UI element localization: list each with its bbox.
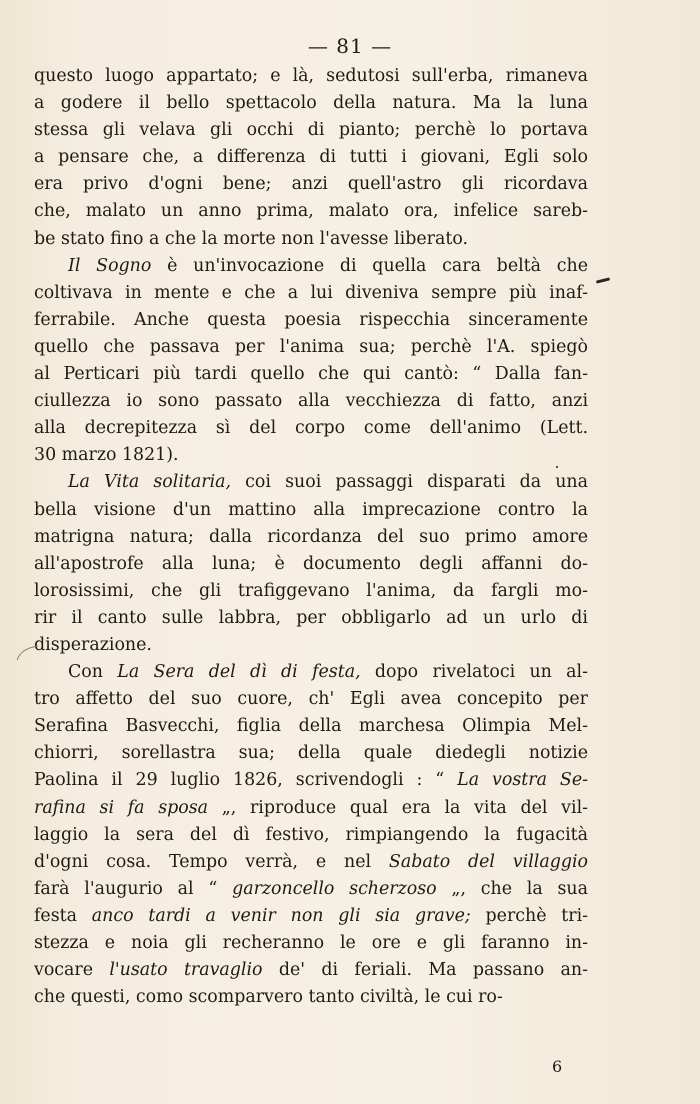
text-line bbox=[34, 144, 588, 171]
margin-pencil-mark bbox=[596, 277, 610, 283]
text-span: de' di feriali. Ma passano an- bbox=[262, 960, 588, 981]
text-line bbox=[34, 984, 588, 1011]
text-span: ciullezza io sono passato alla vecchiezza di fatto, anzi bbox=[34, 391, 588, 412]
text-span: disperazione. bbox=[34, 634, 152, 655]
italic-span: La Sera del dì di festa, bbox=[117, 662, 361, 683]
italic-span: rafina si fa sposa bbox=[34, 797, 209, 818]
italic-span: Il Sogno bbox=[68, 255, 152, 276]
text-span: perchè tri- bbox=[470, 905, 588, 926]
italic-span: l'usato travaglio bbox=[109, 960, 263, 981]
text-span: coltivava in mente e che a lui diveniva sempre più inaf- bbox=[34, 282, 588, 303]
text-span: Serafina Basvecchi, figlia della marchesa Olimpia Mel- bbox=[34, 716, 588, 737]
text-span: lorosissimi, che gli trafiggevano l'anima, da fargli mo- bbox=[34, 580, 588, 601]
text-line bbox=[34, 307, 588, 334]
page-footer-number: 6 bbox=[552, 1057, 563, 1076]
text-span: festa bbox=[34, 905, 92, 926]
text-span: stezza e noia gli recheranno le ore e gli faranno in- bbox=[34, 933, 588, 953]
text-line bbox=[34, 280, 588, 307]
text-span: laggio la sera del dì festivo, rimpiangendo la fugacità bbox=[34, 824, 588, 845]
body-text bbox=[34, 63, 588, 1011]
text-line bbox=[34, 795, 588, 822]
text-span: ferrabile. Anche questa poesia rispecchia sinceramente bbox=[34, 309, 588, 330]
text-span: al Perticari più tardi quello che qui cantò: “ Dalla fan- bbox=[34, 364, 588, 385]
text-line bbox=[34, 171, 588, 198]
text-span: questo luogo appartato; e là, sedutosi sull'erba, rimaneva bbox=[34, 66, 588, 86]
text-span: è un'invocazione di quella cara beltà che bbox=[151, 255, 588, 276]
text-line bbox=[34, 578, 588, 605]
text-line bbox=[34, 713, 588, 740]
text-line bbox=[34, 117, 588, 144]
text-span: 30 marzo 1821). bbox=[34, 445, 179, 466]
text-line bbox=[34, 740, 588, 767]
text-line bbox=[34, 659, 588, 686]
text-span: „, riproduce qual era la vita del vil- bbox=[208, 797, 588, 818]
text-line bbox=[34, 524, 588, 551]
margin-dot bbox=[556, 466, 558, 468]
text-span: quello che passava per l'anima sua; perchè l'A. spiegò bbox=[34, 336, 588, 357]
text-line bbox=[34, 686, 588, 713]
text-line bbox=[34, 903, 588, 930]
text-line bbox=[34, 957, 588, 984]
text-span: „, che la sua bbox=[436, 878, 588, 899]
text-line bbox=[34, 876, 588, 903]
text-span: che, malato un anno prima, malato ora, infelice sareb- bbox=[34, 201, 588, 222]
text-span: dopo rivelatoci un al- bbox=[360, 662, 588, 683]
text-line bbox=[34, 388, 588, 415]
text-line bbox=[34, 442, 588, 469]
italic-span: La Vita solitaria, bbox=[68, 472, 232, 493]
text-span: matrigna natura; dalla ricordanza del suo primo amore bbox=[34, 526, 588, 547]
text-line bbox=[34, 63, 588, 90]
text-line bbox=[34, 90, 588, 117]
page-header: — 81 — bbox=[307, 34, 393, 58]
italic-span: Sabato del villaggio bbox=[388, 851, 588, 872]
text-line bbox=[34, 822, 588, 849]
text-line bbox=[34, 551, 588, 578]
text-span: chiorri, sorellastra sua; della quale diedegli notizie bbox=[34, 743, 588, 764]
text-line bbox=[34, 497, 588, 524]
text-line bbox=[34, 361, 588, 388]
text-span: Con bbox=[68, 662, 118, 683]
italic-span: garzoncello scherzoso bbox=[232, 878, 437, 899]
text-span: a godere il bello spettacolo della natura. Ma la luna bbox=[34, 93, 588, 114]
text-line bbox=[34, 767, 588, 794]
text-span: che questi, como scomparvero tanto civiltà, le cui ro- bbox=[34, 987, 503, 1008]
italic-span: anco tardi a venir non gli sia grave; bbox=[91, 905, 471, 926]
text-line bbox=[34, 415, 588, 442]
text-span: era privo d'ogni bene; anzi quell'astro gli ricordava bbox=[34, 174, 588, 195]
margin-scribble bbox=[14, 642, 40, 662]
text-line bbox=[34, 253, 588, 280]
text-line bbox=[34, 930, 588, 957]
text-span: bella visione d'un mattino alla imprecazione contro la bbox=[34, 499, 588, 520]
text-span: d'ogni cosa. Tempo verrà, e nel bbox=[34, 851, 389, 872]
text-span: vocare bbox=[34, 960, 110, 981]
text-span: a pensare che, a differenza di tutti i giovani, Egli solo bbox=[34, 147, 588, 168]
text-line bbox=[34, 849, 588, 876]
text-span: all'apostrofe alla luna; è documento degli affanni do- bbox=[34, 553, 588, 574]
text-span: alla decrepitezza sì del corpo come dell'animo (Lett. bbox=[34, 418, 588, 439]
text-line bbox=[34, 605, 588, 632]
text-line bbox=[34, 334, 588, 361]
text-span: farà l'augurio al “ bbox=[34, 878, 233, 899]
text-span: stessa gli velava gli occhi di pianto; perchè lo portava bbox=[34, 120, 588, 141]
text-line bbox=[34, 632, 588, 659]
text-line bbox=[34, 198, 588, 225]
text-span: coi suoi passaggi disparati da una bbox=[231, 472, 588, 493]
text-span: Paolina il 29 luglio 1826, scrivendogli : “ bbox=[34, 770, 458, 791]
italic-span: La vostra Se- bbox=[457, 770, 588, 791]
text-line bbox=[34, 469, 588, 496]
text-span: be stato fino a che la morte non l'avesse liberato. bbox=[34, 228, 469, 249]
text-span: rir il canto sulle labbra, per obbligarlo ad un urlo di bbox=[34, 607, 588, 628]
text-span: tro affetto del suo cuore, ch' Egli avea concepito per bbox=[34, 689, 588, 710]
text-line bbox=[34, 226, 588, 253]
